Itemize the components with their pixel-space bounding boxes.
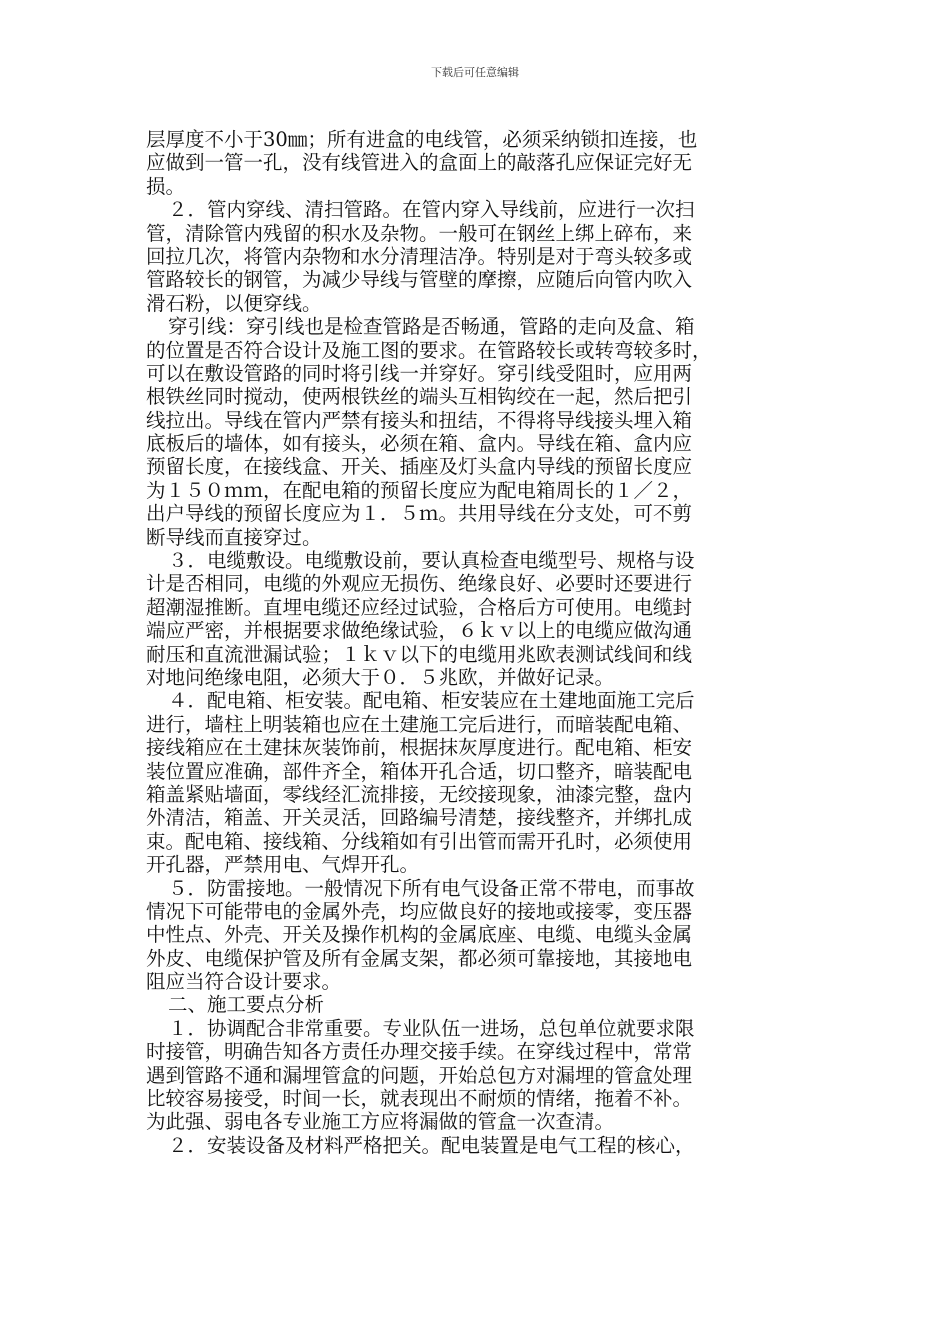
text-line: 损。 xyxy=(146,174,186,198)
text-line: １．协调配合非常重要。专业队伍一进场，总包单位就要求限 xyxy=(168,1016,695,1040)
text-line: 遇到管路不通和漏埋管盒的问题，开始总包方对漏埋的管盒处理 xyxy=(146,1063,693,1087)
text-line: ２．管内穿线、清扫管路。在管内穿入导线前，应进行一次扫 xyxy=(168,198,695,222)
text-line: 外皮、电缆保护管及所有金属支架，都必须可靠接地，其接地电 xyxy=(146,946,693,970)
text-line: 阻应当符合设计要求。 xyxy=(146,970,342,994)
text-line: 根铁丝同时搅动，使两根铁丝的端头互相钩绞在一起，然后把引 xyxy=(146,385,693,409)
text-line: ５．防雷接地。一般情况下所有电气设备正常不带电，而事故 xyxy=(168,876,695,900)
text-line: 层厚度不小于30㎜；所有进盒的电线管，必须采纳锁扣连接，也 xyxy=(146,128,698,151)
text-line: ４．配电箱、柜安装。配电箱、柜安装应在土建地面施工完后 xyxy=(168,689,695,713)
text-line: 底板后的墙体，如有接头，必须在箱、盒内。导线在箱、盒内应 xyxy=(146,432,693,456)
text-line: 断导线而直接穿过。 xyxy=(146,525,322,549)
text-line: 滑石粉，以便穿线。 xyxy=(146,291,322,315)
text-line: 预留长度，在接线盒、开关、插座及灯头盒内导线的预留长度应 xyxy=(146,455,693,479)
text-line: 为此强、弱电各专业施工方应将漏做的管盒一次查清。 xyxy=(146,1110,615,1134)
text-line: 耐压和直流泄漏试验；１ｋｖ以下的电缆用兆欧表测试线间和线 xyxy=(146,642,693,666)
text-line: 计是否相同，电缆的外观应无损伤、绝缘良好、必要时还要进行 xyxy=(146,572,693,596)
text-line: 中性点、外壳、开关及操作机构的金属底座、电缆、电缆头金属 xyxy=(146,923,693,947)
text-line: 为１５０ｍｍ，在配电箱的预留长度应为配电箱周长的１／２， xyxy=(146,478,693,502)
text-line: 穿引线：穿引线也是检查管路是否畅通，管路的走向及盒、箱 xyxy=(168,315,695,339)
text-line: 外清洁，箱盖、开关灵活，回路编号清楚，接线整齐，并绑扎成 xyxy=(146,806,693,830)
text-line: 时接管，明确告知各方责任办理交接手续。在穿线过程中，常常 xyxy=(146,1040,693,1064)
text-line: 装位置应准确，部件齐全，箱体开孔合适，切口整齐，暗装配电 xyxy=(146,759,693,783)
text-line: 箱盖紧贴墙面，零线经汇流排接，无绞接现象，油漆完整，盘内 xyxy=(146,782,693,806)
text-line: 管，清除管内残留的积水及杂物。一般可在钢丝上绑上碎布，来 xyxy=(146,221,693,245)
text-line: 应做到一管一孔，没有线管进入的盒面上的敲落孔应保证完好无 xyxy=(146,151,693,175)
text-line: ２．安装设备及材料严格把关。配电装置是电气工程的核心， xyxy=(168,1133,695,1157)
text-line: 束。配电箱、接线箱、分线箱如有引出管而需开孔时，必须使用 xyxy=(146,829,693,853)
text-line: 情况下可能带电的金属外壳，均应做良好的接地或接零，变压器 xyxy=(146,899,693,923)
page-header: 下载后可任意编辑 xyxy=(431,66,519,79)
text-line: 的位置是否符合设计及施工图的要求。在管路较长或转弯较多时， xyxy=(146,338,712,362)
text-line: 比较容易接受，时间一长，就表现出不耐烦的情绪，拖着不补。 xyxy=(146,1087,693,1111)
document-body xyxy=(146,128,806,1157)
text-line: 出户导线的预留长度应为１．５ｍ。共用导线在分支处，可不剪 xyxy=(146,502,693,526)
text-line: 二、施工要点分析 xyxy=(168,993,325,1017)
text-line: 进行，墙柱上明装箱也应在土建施工完后进行，而暗装配电箱、 xyxy=(146,712,693,736)
text-line: ３．电缆敷设。电缆敷设前，要认真检查电缆型号、规格与设 xyxy=(168,549,695,573)
text-line: 可以在敷设管路的同时将引线一并穿好。穿引线受阻时，应用两 xyxy=(146,361,693,385)
text-line: 回拉几次，将管内杂物和水分清理洁净。特别是对于弯头较多或 xyxy=(146,244,693,268)
text-line: 端应严密，并根据要求做绝缘试验，６ｋｖ以上的电缆应做沟通 xyxy=(146,619,693,643)
text-line: 超潮湿推断。直埋电缆还应经过试验，合格后方可使用。电缆封 xyxy=(146,595,693,619)
text-line: 线拉出。导线在管内严禁有接头和扭结，不得将导线接头埋入箱 xyxy=(146,408,693,432)
text-line: 管路较长的钢管，为减少导线与管壁的摩擦，应随后向管内吹入 xyxy=(146,268,693,292)
text-line: 开孔器，严禁用电、气焊开孔。 xyxy=(146,853,420,877)
text-line: 接线箱应在土建抹灰装饰前，根据抹灰厚度进行。配电箱、柜安 xyxy=(146,736,693,760)
text-line: 对地问绝缘电阻，必须大于０．５兆欧，并做好记录。 xyxy=(146,665,615,689)
